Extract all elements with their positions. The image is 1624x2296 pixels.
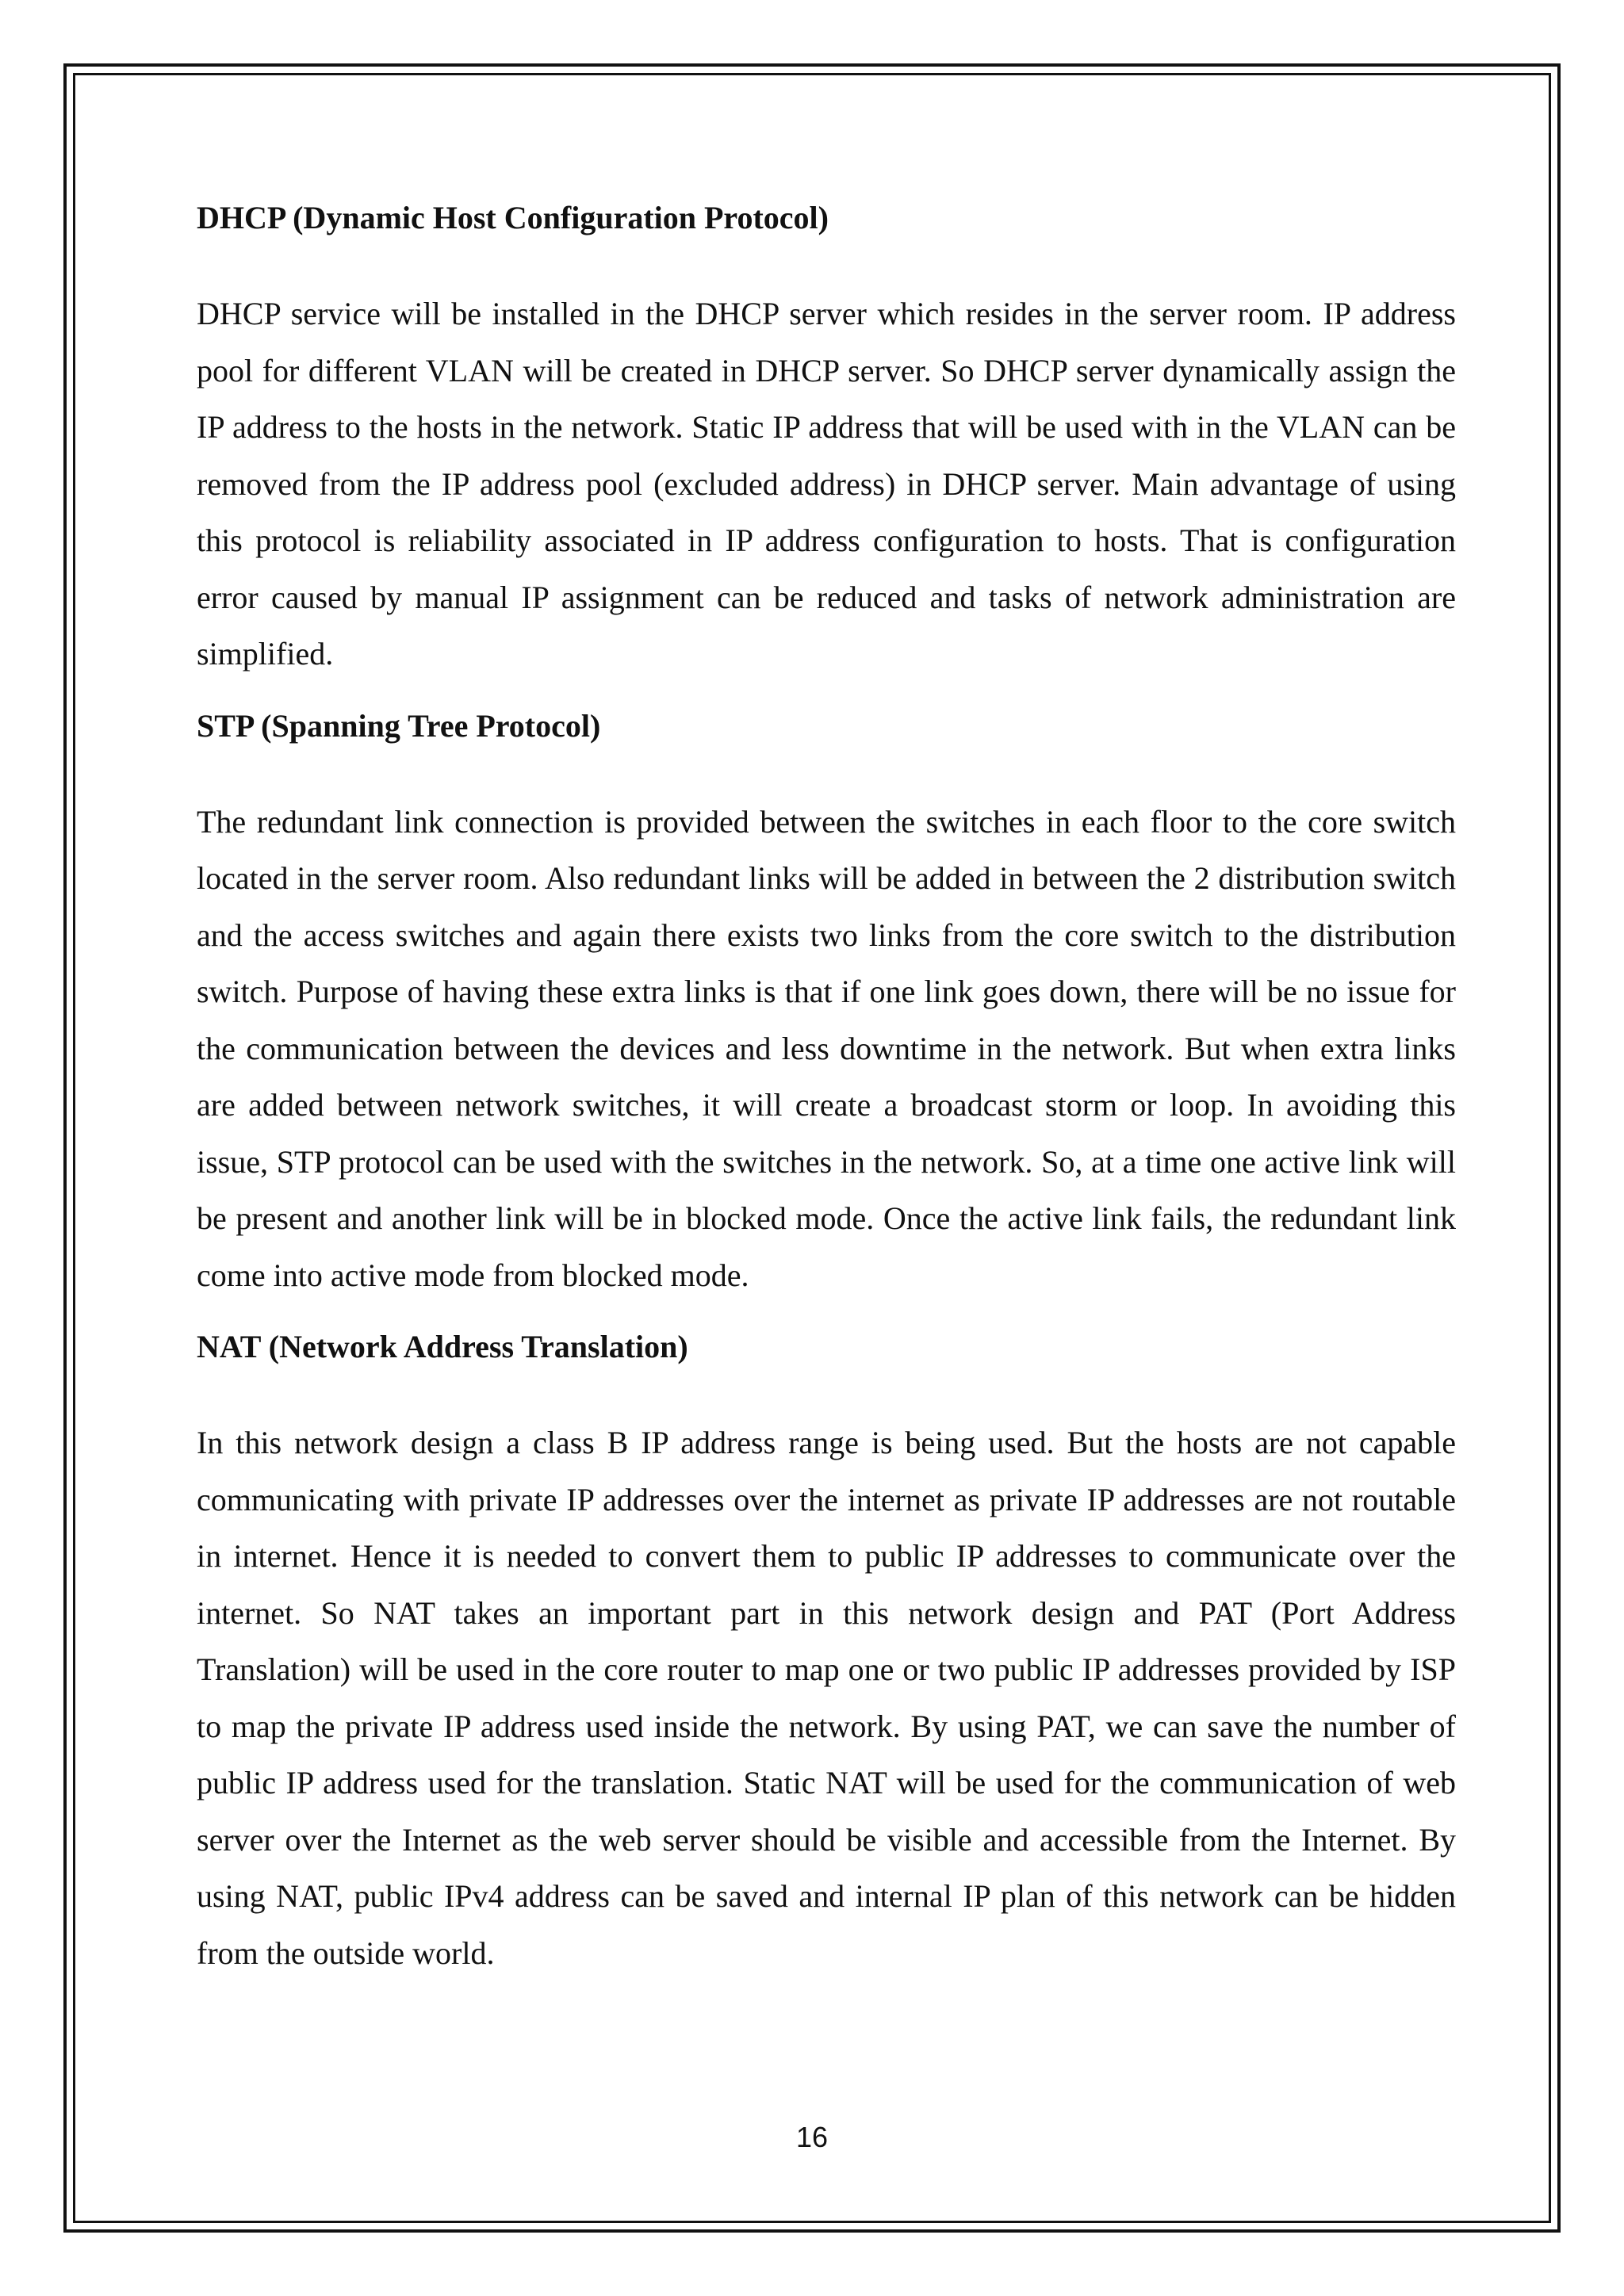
document-content <box>197 190 1456 1981</box>
dhcp-paragraph: DHCP service will be installed in the DHCP server which resides in the server room. IP address pool for different VLAN will be created in DHCP server. So DHCP server dynamically assign the IP address to the hosts in the network. Static IP address that will be used with in the VLAN can be removed from the IP address pool (excluded address) in DHCP server. Main advantage of using this protocol is reliability associated in IP address configuration to hosts. That is configuration error caused by manual IP assignment can be reduced and tasks of network administration are simplified. <box>197 296 1456 672</box>
stp-heading: STP (Spanning Tree Protocol) <box>197 707 601 744</box>
page-number: 16 <box>795 2121 829 2153</box>
dhcp-heading: DHCP (Dynamic Host Configuration Protocol) <box>197 200 829 235</box>
nat-heading: NAT (Network Address Translation) <box>197 1329 688 1364</box>
nat-paragraph: In this network design a class B IP address range is being used. But the hosts are not capable communicating with private IP addresses over the internet as private IP addresses are not routable in internet. Hence it is needed to convert them to public IP addresses to communicate over the internet. So NAT takes an important part in this network design and PAT (Port Address Translation) will be used in the core router to map one or two public IP addresses provided by ISP to map the private IP address used inside the network. By using PAT, we can save the number of public IP address used for the translation. Static NAT will be used for the communication of web server over the Internet as the web server should be visible and accessible from the Internet. By using NAT, public IPv4 address can be saved and internal IP plan of this network can be hidden from the outside world. <box>197 1425 1456 1971</box>
stp-paragraph: The redundant link connection is provided between the switches in each floor to the core switch located in the server room. Also redundant links will be added in between the 2 distribution switch and the access switches and again there exists two links from the core switch to the distribution switch. Purpose of having these extra links is that if one link goes down, there will be no issue for the communication between the devices and less downtime in the network. But when extra links are added between network switches, it will create a broadcast storm or loop. In avoiding this issue, STP protocol can be used with the switches in the network. So, at a time one active link will be present and another link will be in blocked mode. Once the active link fails, the redundant link come into active mode from blocked mode. <box>197 803 1456 1293</box>
